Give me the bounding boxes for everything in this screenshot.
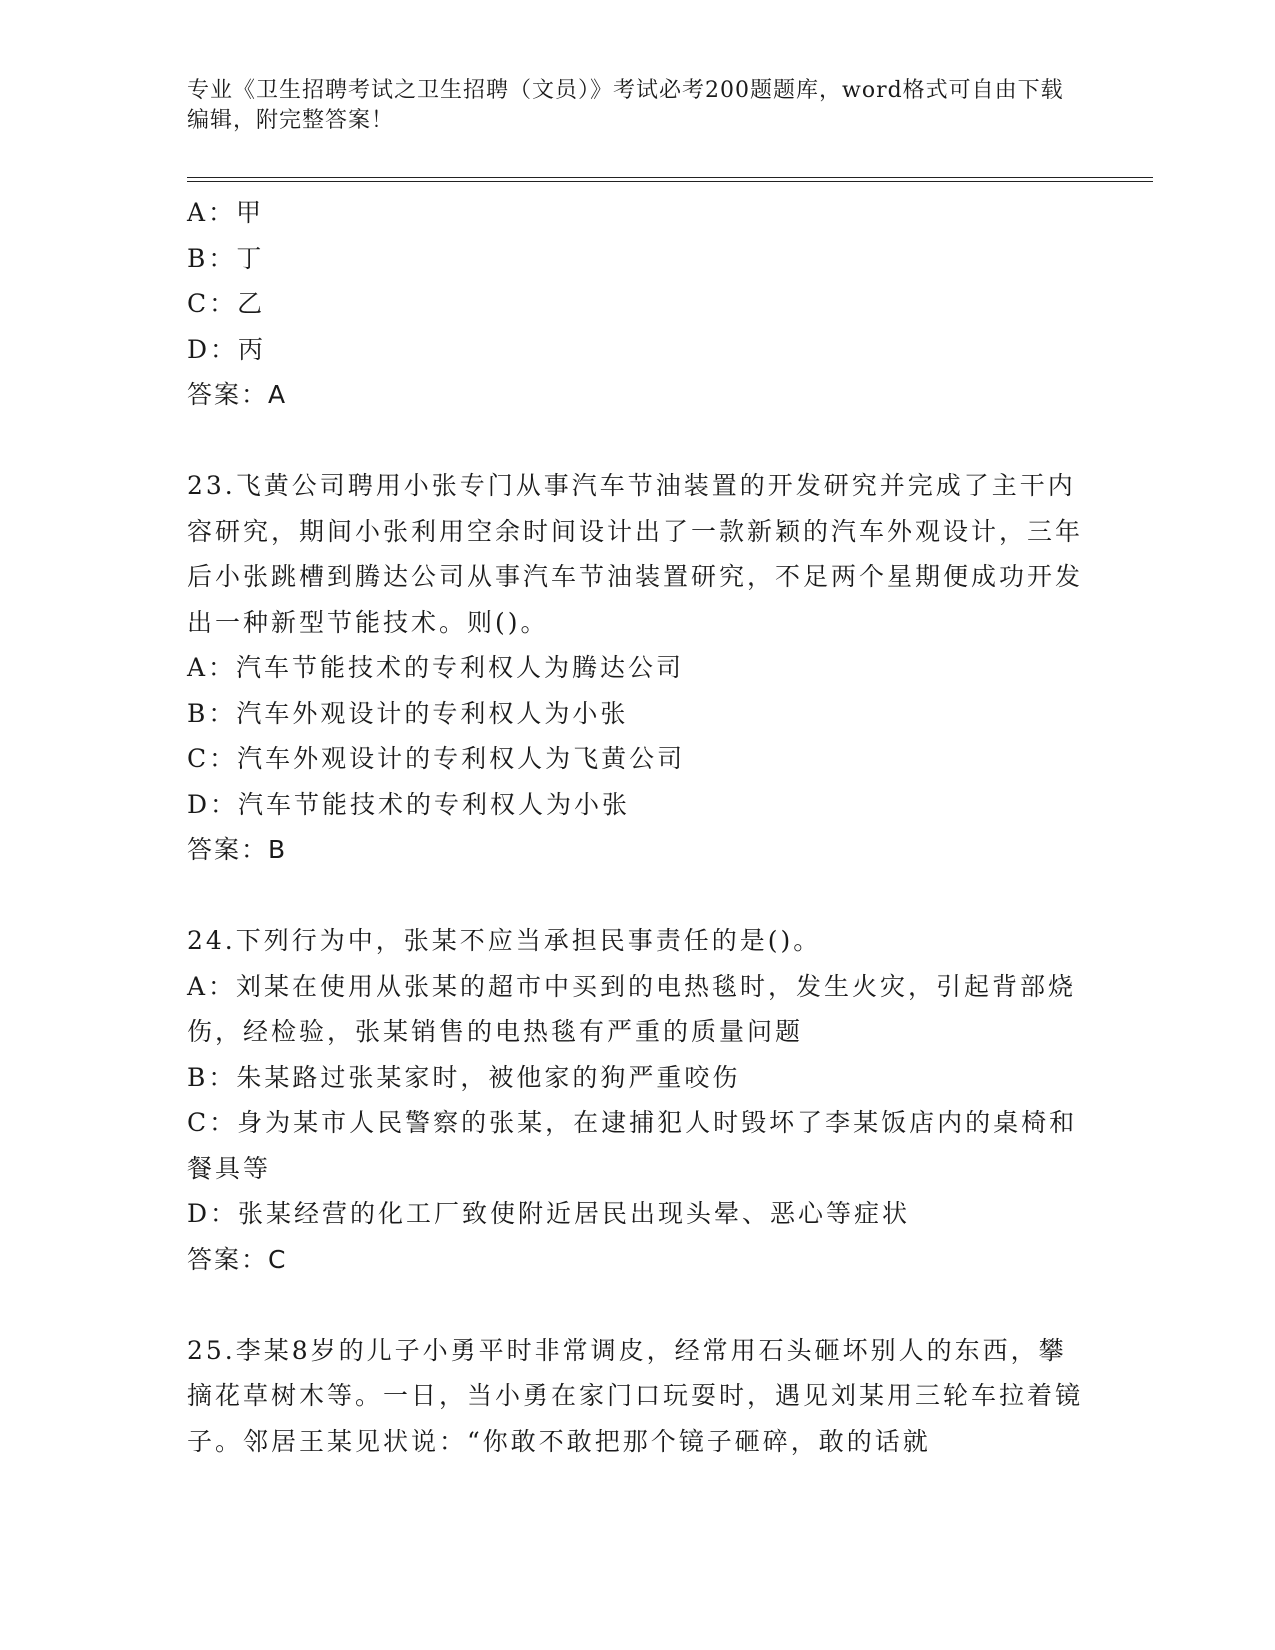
question-text: 25.李某8岁的儿子小勇平时非常调皮，经常用石头砸坏别人的东西，攀摘花草树木等。一日，当小勇在家门口玩耍时，遇见刘某用三轮车拉着镜子。邻居王某见状说：“你敢不敢把那个镜子砸碎，敢的话就: [187, 1335, 1084, 1456]
question-24: [187, 918, 1087, 1282]
option-b: B：朱某路过张某家时，被他家的狗严重咬伤: [187, 1062, 741, 1092]
question-text: 24.下列行为中，张某不应当承担民事责任的是()。: [187, 926, 822, 955]
answer-line: 答案：C: [187, 1244, 288, 1274]
document-header: 专业《卫生招聘考试之卫生招聘（文员）》考试必考200题题库，word格式可自由下载编辑，附完整答案！: [187, 78, 1064, 133]
prev-question: [187, 190, 1087, 418]
option-a: A：汽车节能技术的专利权人为腾达公司: [187, 653, 685, 682]
option-a: A：甲: [187, 198, 265, 227]
question-25: [187, 1328, 1087, 1465]
option-b: B：丁: [187, 243, 265, 273]
option-a: A：刘某在使用从张某的超市中买到的电热毯时，发生火灾，引起背部烧伤，经检验，张某销售的电热毯有严重的质量问题: [187, 971, 1077, 1046]
question-23: [187, 463, 1087, 873]
answer-line: 答案：B: [187, 835, 288, 864]
question-text: 23.飞黄公司聘用小张专门从事汽车节油装置的开发研究并完成了主干内容研究，期间小张利用空余时间设计出了一款新颖的汽车外观设计，三年后小张跳槽到腾达公司从事汽车节油装置研究，不足两个星期便成功开发出一种新型节能技术。则()。: [187, 471, 1084, 637]
option-c: C：乙: [187, 289, 266, 318]
answer-line: 答案：A: [187, 380, 288, 409]
option-d: D：丙: [187, 334, 267, 364]
option-c: C：汽车外观设计的专利权人为飞黄公司: [187, 744, 686, 773]
header-divider: [187, 177, 1153, 178]
option-d: D：汽车节能技术的专利权人为小张: [187, 789, 631, 819]
option-d: D：张某经营的化工厂致使附近居民出现头晕、恶心等症状: [187, 1199, 911, 1228]
document-body: [187, 190, 1087, 1464]
option-b: B：汽车外观设计的专利权人为小张: [187, 698, 629, 728]
header-divider-double: [187, 181, 1153, 182]
option-c: C：身为某市人民警察的张某，在逮捕犯人时毁坏了李某饭店内的桌椅和餐具等: [187, 1108, 1078, 1183]
